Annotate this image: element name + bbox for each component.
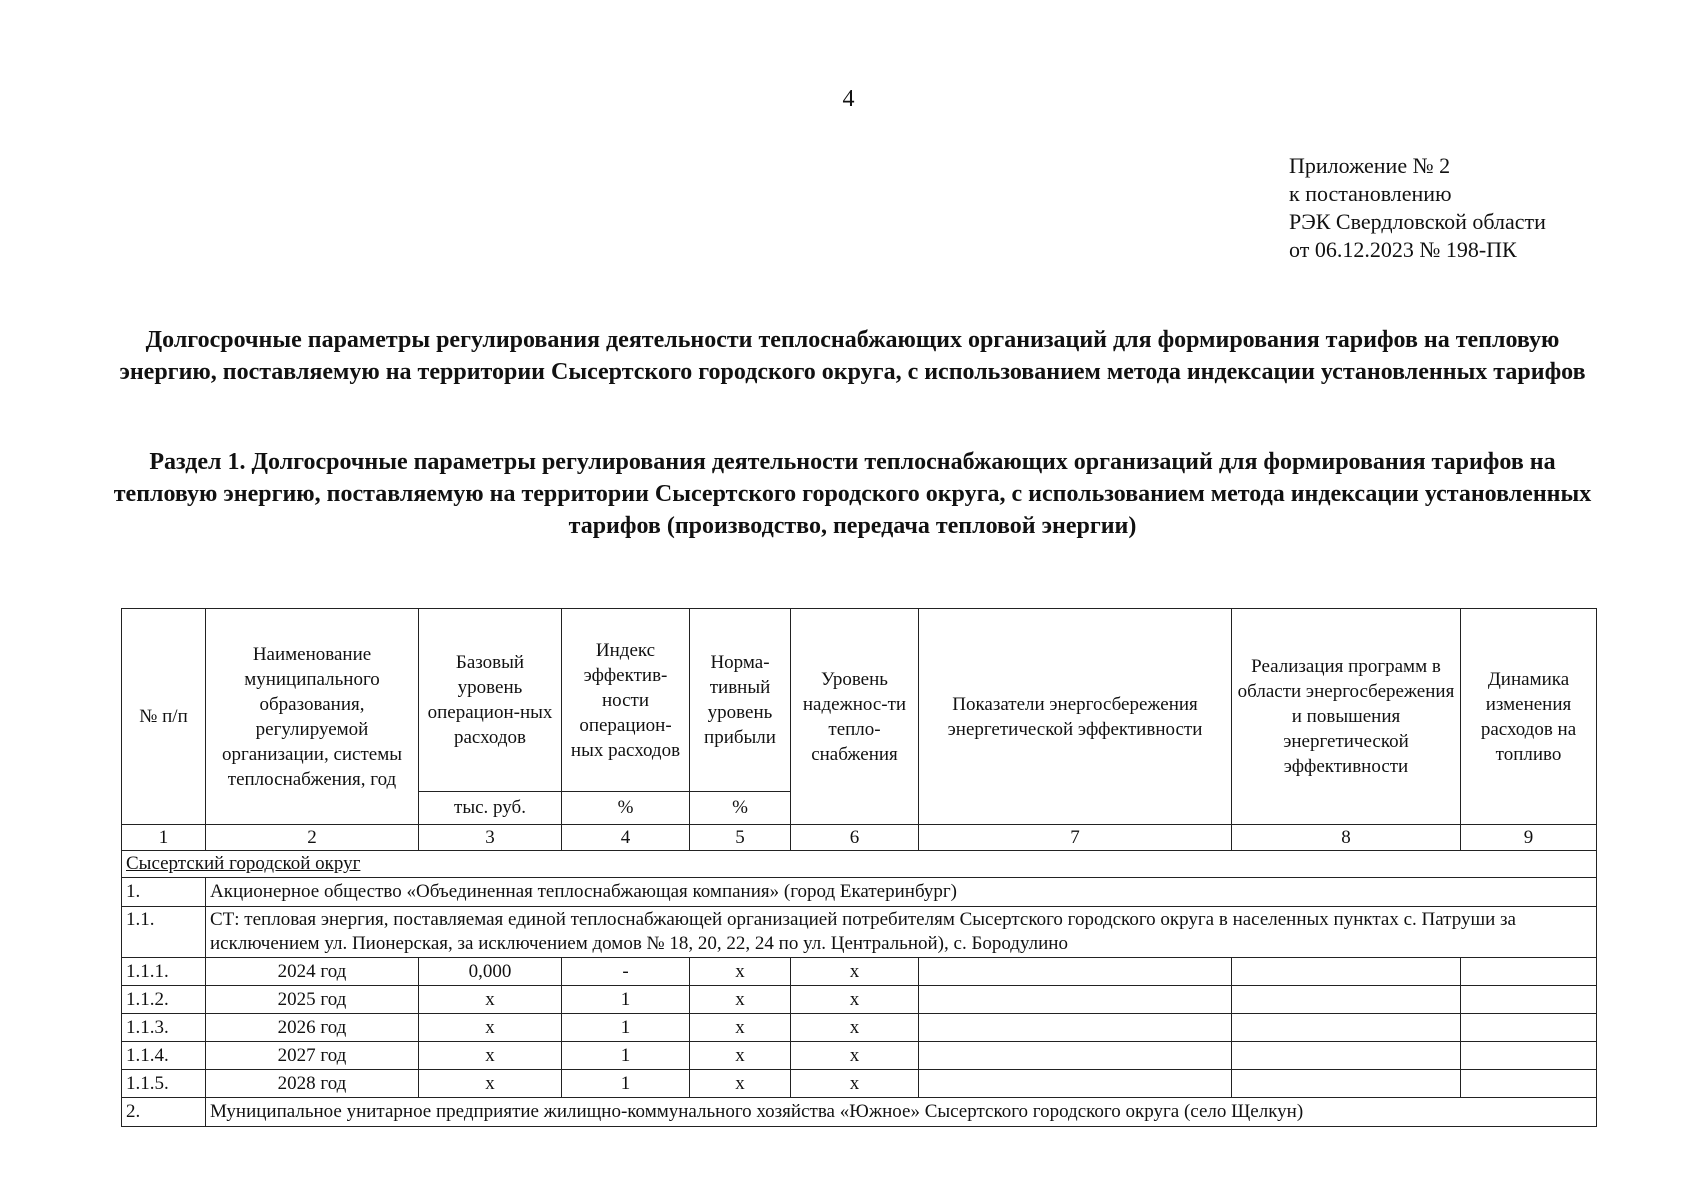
fuel-cell (1461, 1070, 1597, 1098)
year-row-num: 1.1.5. (122, 1070, 206, 1098)
column-number-row (122, 825, 1597, 851)
organization-row (122, 878, 1597, 907)
region-row (122, 851, 1597, 878)
header-num: № п/п (122, 609, 206, 825)
reliability-value: x (791, 986, 919, 1014)
year-row-num: 1.1.2. (122, 986, 206, 1014)
fuel-cell (1461, 986, 1597, 1014)
year-row (122, 1042, 1597, 1070)
organization-num: 1. (122, 878, 206, 907)
heat-system-row (122, 907, 1597, 958)
header-energy-saving: Показатели энергосбережения энергетической эффективности (919, 609, 1232, 825)
organization-name: Акционерное общество «Объединенная теплоснабжающая компания» (город Екатеринбург) (206, 878, 1597, 907)
document-title: Долгосрочные параметры регулирования деятельности теплоснабжающих организаций для формирования тарифов на тепловую энергию, поставляемую на территории Сысертского городского округа, с использованием метода индексации установленных тарифов (119, 327, 1586, 385)
column-number: 7 (919, 825, 1232, 851)
reliability-value: x (791, 1070, 919, 1098)
heat-system-num: 1.1. (122, 907, 206, 958)
programs-cell (1232, 1042, 1461, 1070)
appendix-line-1: Приложение № 2 (1289, 153, 1451, 178)
year-row (122, 958, 1597, 986)
year-row (122, 1070, 1597, 1098)
year-row-num: 1.1.4. (122, 1042, 206, 1070)
programs-cell (1232, 1014, 1461, 1042)
header-programs: Реализация программ в области энергосбережения и повышения энергетической эффективности (1232, 609, 1461, 825)
header-index: Индекс эффектив-ности операцион-ных расходов (562, 609, 690, 792)
profit-value: x (690, 1042, 791, 1070)
appendix-line-2: к постановлению (1289, 181, 1452, 206)
profit-value: x (690, 1070, 791, 1098)
year-label: 2027 год (206, 1042, 419, 1070)
reliability-value: x (791, 958, 919, 986)
index-value: 1 (562, 1014, 690, 1042)
appendix-line-4: от 06.12.2023 № 198-ПК (1289, 237, 1517, 262)
column-number: 9 (1461, 825, 1597, 851)
column-number: 1 (122, 825, 206, 851)
unit-profit: % (690, 792, 791, 825)
energy-saving-cell (919, 1042, 1232, 1070)
programs-cell (1232, 986, 1461, 1014)
column-number: 6 (791, 825, 919, 851)
energy-saving-cell (919, 1014, 1232, 1042)
profit-value: x (690, 958, 791, 986)
column-number: 8 (1232, 825, 1461, 851)
region-name: Сысертский городской округ (122, 851, 1597, 878)
organization-name: Муниципальное унитарное предприятие жилищно-коммунального хозяйства «Южное» Сысертского городского округа (село Щелкун) (206, 1098, 1597, 1127)
year-row (122, 986, 1597, 1014)
header-name: Наименование муниципального образования, регулируемой организации, системы теплоснабжения, год (206, 609, 419, 825)
index-value: 1 (562, 986, 690, 1014)
year-label: 2024 год (206, 958, 419, 986)
column-number: 4 (562, 825, 690, 851)
fuel-cell (1461, 1042, 1597, 1070)
unit-index: % (562, 792, 690, 825)
organization-row (122, 1098, 1597, 1127)
energy-saving-cell (919, 958, 1232, 986)
unit-base: тыс. руб. (419, 792, 562, 825)
parameters-table (121, 608, 1597, 1127)
base-value: 0,000 (419, 958, 562, 986)
reliability-value: x (791, 1042, 919, 1070)
year-label: 2028 год (206, 1070, 419, 1098)
year-label: 2025 год (206, 986, 419, 1014)
header-fuel: Динамика изменения расходов на топливо (1461, 609, 1597, 825)
index-value: 1 (562, 1070, 690, 1098)
appendix-line-3: РЭК Свердловской области (1289, 209, 1546, 234)
year-row (122, 1014, 1597, 1042)
profit-value: x (690, 1014, 791, 1042)
fuel-cell (1461, 958, 1597, 986)
page-number: 4 (842, 86, 855, 112)
energy-saving-cell (919, 1070, 1232, 1098)
section-title: Раздел 1. Долгосрочные параметры регулирования деятельности теплоснабжающих организаций для формирования тарифов на тепловую энергию, поставляемую на территории Сысертского городского округа, с использованием метода индексации установленных тарифов (производство, передача тепловой энергии) (113, 449, 1592, 539)
programs-cell (1232, 958, 1461, 986)
profit-value: x (690, 986, 791, 1014)
header-row (122, 609, 1597, 792)
appendix-block (1289, 152, 1546, 264)
base-value: x (419, 1070, 562, 1098)
heat-system-name: СТ: тепловая энергия, поставляемая единой теплоснабжающей организацией потребителям Сысертского городского округа в населенных пунктах с. Патруши за исключением ул. Пионерская, за исключением домов № 18, 20, 22, 24 по ул. Центральной), с. Бородулино (206, 907, 1597, 958)
year-label: 2026 год (206, 1014, 419, 1042)
programs-cell (1232, 1070, 1461, 1098)
header-reliability: Уровень надежнос-ти тепло-снабжения (791, 609, 919, 825)
column-number: 3 (419, 825, 562, 851)
reliability-value: x (791, 1014, 919, 1042)
organization-num: 2. (122, 1098, 206, 1127)
base-value: x (419, 1042, 562, 1070)
header-profit: Норма-тивный уровень прибыли (690, 609, 791, 792)
fuel-cell (1461, 1014, 1597, 1042)
year-row-num: 1.1.1. (122, 958, 206, 986)
column-number: 5 (690, 825, 791, 851)
column-number: 2 (206, 825, 419, 851)
base-value: x (419, 1014, 562, 1042)
header-base: Базовый уровень операцион-ных расходов (419, 609, 562, 792)
index-value: - (562, 958, 690, 986)
energy-saving-cell (919, 986, 1232, 1014)
index-value: 1 (562, 1042, 690, 1070)
base-value: x (419, 986, 562, 1014)
year-row-num: 1.1.3. (122, 1014, 206, 1042)
